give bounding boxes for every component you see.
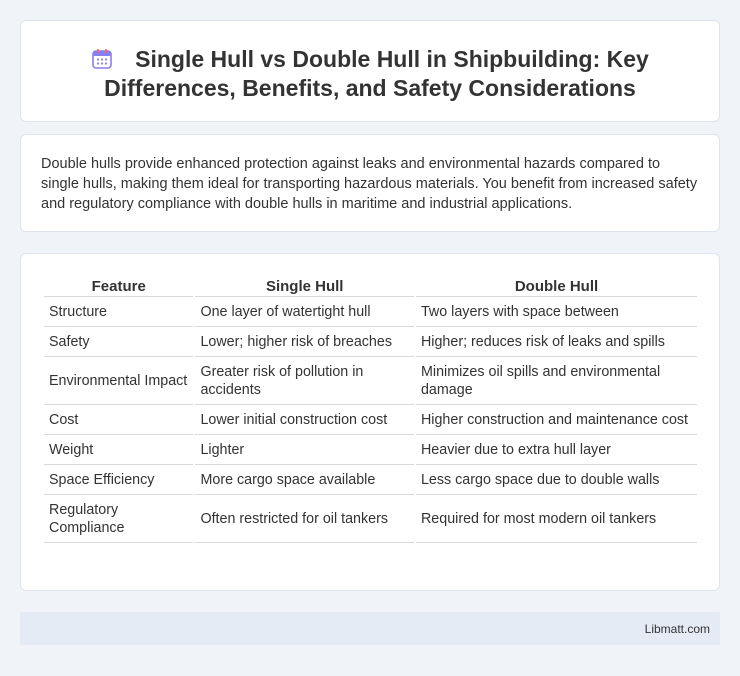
table-row	[44, 357, 697, 405]
table-row	[44, 465, 697, 495]
cell-double-hull: Required for most modern oil tankers	[416, 495, 697, 543]
cell-feature: Cost	[44, 405, 193, 435]
header-single-hull: Single Hull	[195, 275, 414, 297]
cell-double-hull: Two layers with space between	[416, 297, 697, 327]
cell-double-hull: Less cargo space due to double walls	[416, 465, 697, 495]
footer-bar	[20, 612, 720, 645]
cell-single-hull: One layer of watertight hull	[195, 297, 414, 327]
intro-paragraph: Double hulls provide enhanced protection against leaks and environmental hazards compared to single hulls, making them ideal for transporting hazardous materials. You benefit from increased safety and regulatory compliance with double hulls in maritime and industrial applications.	[41, 156, 698, 212]
footer-site-link[interactable]: Libmatt.com	[644, 622, 710, 636]
cell-feature: Environmental Impact	[44, 357, 193, 405]
table-row	[44, 435, 697, 465]
header-feature: Feature	[44, 275, 193, 297]
calendar-icon	[91, 48, 113, 70]
cell-single-hull: Greater risk of pollution in accidents	[195, 357, 414, 405]
table-row	[44, 495, 697, 543]
cell-single-hull: Lower; higher risk of breaches	[195, 327, 414, 357]
cell-single-hull: More cargo space available	[195, 465, 414, 495]
cell-double-hull: Minimizes oil spills and environmental damage	[416, 357, 697, 405]
header-double-hull: Double Hull	[416, 275, 697, 297]
cell-feature: Regulatory Compliance	[44, 495, 193, 543]
page-title	[61, 45, 679, 103]
cell-double-hull: Higher; reduces risk of leaks and spills	[416, 327, 697, 357]
table-row	[44, 405, 697, 435]
cell-feature: Safety	[44, 327, 193, 357]
cell-double-hull: Heavier due to extra hull layer	[416, 435, 697, 465]
table-row	[44, 327, 697, 357]
cell-single-hull: Often restricted for oil tankers	[195, 495, 414, 543]
cell-single-hull: Lower initial construction cost	[195, 405, 414, 435]
cell-feature: Space Efficiency	[44, 465, 193, 495]
comparison-table	[42, 275, 699, 543]
cell-feature: Weight	[44, 435, 193, 465]
table-header-row	[44, 275, 697, 297]
comparison-table-card	[20, 253, 720, 591]
cell-feature: Structure	[44, 297, 193, 327]
intro-card	[20, 134, 720, 232]
page-title-text: Single Hull vs Double Hull in Shipbuilding: Key Differences, Benefits, and Safety Considerations	[104, 46, 649, 101]
table-row	[44, 297, 697, 327]
cell-single-hull: Lighter	[195, 435, 414, 465]
cell-double-hull: Higher construction and maintenance cost	[416, 405, 697, 435]
title-card	[20, 20, 720, 122]
